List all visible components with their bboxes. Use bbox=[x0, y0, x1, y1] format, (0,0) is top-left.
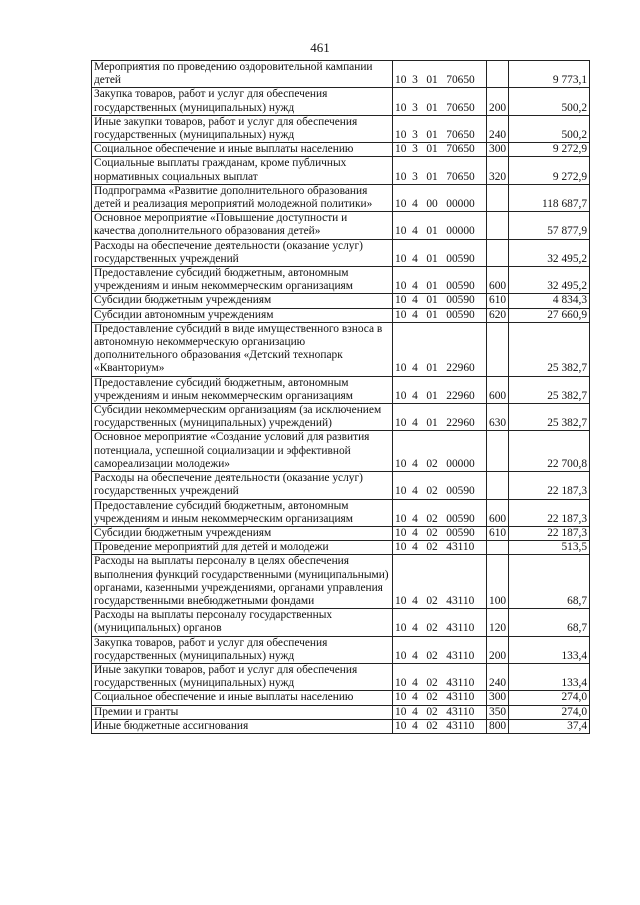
row-name-cell: Мероприятия по проведению оздоровительной кампании детей bbox=[92, 61, 393, 88]
table-row bbox=[92, 267, 590, 294]
row-name-cell: Премии и гранты bbox=[92, 705, 393, 719]
row-code-cell: 10 4 01 22960 bbox=[393, 376, 487, 403]
row-code-cell: 10 4 02 43110 bbox=[393, 691, 487, 705]
table-row bbox=[92, 294, 590, 308]
table-row bbox=[92, 719, 590, 733]
table-row bbox=[92, 541, 590, 555]
table-row bbox=[92, 61, 590, 88]
table-row bbox=[92, 322, 590, 376]
table-row bbox=[92, 526, 590, 540]
row-expense-type-cell: 600 bbox=[487, 267, 509, 294]
row-code-cell: 10 4 02 43110 bbox=[393, 555, 487, 609]
table-row bbox=[92, 376, 590, 403]
row-sum-cell: 27 660,9 bbox=[509, 308, 590, 322]
row-sum-cell: 25 382,7 bbox=[509, 404, 590, 431]
table-row bbox=[92, 404, 590, 431]
row-name-cell: Основное мероприятие «Повышение доступности и качества дополнительного образования детей» bbox=[92, 212, 393, 239]
row-code-cell: 10 4 01 22960 bbox=[393, 404, 487, 431]
table-row bbox=[92, 239, 590, 266]
row-sum-cell: 500,2 bbox=[509, 88, 590, 115]
table-row bbox=[92, 472, 590, 499]
row-expense-type-cell: 240 bbox=[487, 115, 509, 142]
table-row bbox=[92, 705, 590, 719]
row-name-cell: Закупка товаров, работ и услуг для обеспечения государственных (муниципальных) нужд bbox=[92, 88, 393, 115]
row-expense-type-cell: 120 bbox=[487, 609, 509, 636]
row-name-cell: Подпрограмма «Развитие дополнительного образования детей и реализация мероприятий молодежной политики» bbox=[92, 184, 393, 211]
table-row bbox=[92, 143, 590, 157]
table-row bbox=[92, 212, 590, 239]
table-row bbox=[92, 308, 590, 322]
row-sum-cell: 32 495,2 bbox=[509, 239, 590, 266]
row-name-cell: Закупка товаров, работ и услуг для обеспечения государственных (муниципальных) нужд bbox=[92, 636, 393, 663]
row-name-cell: Субсидии автономным учреждениям bbox=[92, 308, 393, 322]
row-code-cell: 10 4 01 22960 bbox=[393, 322, 487, 376]
row-code-cell: 10 4 02 00590 bbox=[393, 526, 487, 540]
row-sum-cell: 133,4 bbox=[509, 663, 590, 690]
row-sum-cell: 32 495,2 bbox=[509, 267, 590, 294]
row-sum-cell: 57 877,9 bbox=[509, 212, 590, 239]
row-code-cell: 10 3 01 70650 bbox=[393, 88, 487, 115]
row-code-cell: 10 4 01 00000 bbox=[393, 212, 487, 239]
table-row bbox=[92, 499, 590, 526]
page-number: 461 bbox=[310, 40, 330, 55]
row-name-cell: Иные бюджетные ассигнования bbox=[92, 719, 393, 733]
row-name-cell: Социальное обеспечение и иные выплаты населению bbox=[92, 691, 393, 705]
row-name-cell: Иные закупки товаров, работ и услуг для обеспечения государственных (муниципальных) нужд bbox=[92, 663, 393, 690]
budget-table bbox=[91, 60, 590, 734]
row-expense-type-cell: 610 bbox=[487, 526, 509, 540]
row-code-cell: 10 4 02 43110 bbox=[393, 663, 487, 690]
row-code-cell: 10 4 00 00000 bbox=[393, 184, 487, 211]
row-name-cell: Иные закупки товаров, работ и услуг для обеспечения государственных (муниципальных) нужд bbox=[92, 115, 393, 142]
row-name-cell: Расходы на выплаты персоналу в целях обеспечения выполнения функций государственными (муниципальными) органами, казенными учреждениями, органами управления государственными внебюджетными фондами bbox=[92, 555, 393, 609]
row-code-cell: 10 3 01 70650 bbox=[393, 61, 487, 88]
row-code-cell: 10 4 02 00590 bbox=[393, 472, 487, 499]
table-row bbox=[92, 88, 590, 115]
row-expense-type-cell bbox=[487, 239, 509, 266]
row-code-cell: 10 4 02 43110 bbox=[393, 636, 487, 663]
row-sum-cell: 118 687,7 bbox=[509, 184, 590, 211]
row-sum-cell: 9 272,9 bbox=[509, 143, 590, 157]
row-sum-cell: 500,2 bbox=[509, 115, 590, 142]
row-expense-type-cell: 300 bbox=[487, 691, 509, 705]
row-sum-cell: 4 834,3 bbox=[509, 294, 590, 308]
row-expense-type-cell: 610 bbox=[487, 294, 509, 308]
table-row bbox=[92, 691, 590, 705]
row-name-cell: Социальное обеспечение и иные выплаты населению bbox=[92, 143, 393, 157]
table-row bbox=[92, 663, 590, 690]
row-sum-cell: 22 187,3 bbox=[509, 499, 590, 526]
row-name-cell: Субсидии некоммерческим организациям (за исключением государственных (муниципальных) учреждений) bbox=[92, 404, 393, 431]
row-name-cell: Проведение мероприятий для детей и молодежи bbox=[92, 541, 393, 555]
row-sum-cell: 25 382,7 bbox=[509, 376, 590, 403]
row-code-cell: 10 4 01 00590 bbox=[393, 239, 487, 266]
row-name-cell: Расходы на обеспечение деятельности (оказание услуг) государственных учреждений bbox=[92, 472, 393, 499]
row-sum-cell: 9 272,9 bbox=[509, 157, 590, 184]
row-expense-type-cell bbox=[487, 431, 509, 472]
row-code-cell: 10 3 01 70650 bbox=[393, 157, 487, 184]
row-name-cell: Расходы на обеспечение деятельности (оказание услуг) государственных учреждений bbox=[92, 239, 393, 266]
row-expense-type-cell bbox=[487, 212, 509, 239]
row-expense-type-cell bbox=[487, 322, 509, 376]
row-sum-cell: 133,4 bbox=[509, 636, 590, 663]
row-expense-type-cell: 600 bbox=[487, 499, 509, 526]
row-expense-type-cell bbox=[487, 541, 509, 555]
row-name-cell: Социальные выплаты гражданам, кроме публичных нормативных социальных выплат bbox=[92, 157, 393, 184]
row-sum-cell: 68,7 bbox=[509, 555, 590, 609]
table-row bbox=[92, 609, 590, 636]
row-code-cell: 10 4 01 00590 bbox=[393, 267, 487, 294]
row-code-cell: 10 4 01 00590 bbox=[393, 294, 487, 308]
table-row bbox=[92, 157, 590, 184]
row-expense-type-cell: 620 bbox=[487, 308, 509, 322]
row-expense-type-cell: 200 bbox=[487, 636, 509, 663]
row-name-cell: Предоставление субсидий в виде имущественного взноса в автономную некоммерческую организацию дополнительного образования «Детский технопарк «Кванториум» bbox=[92, 322, 393, 376]
row-name-cell: Субсидии бюджетным учреждениям bbox=[92, 526, 393, 540]
row-sum-cell: 513,5 bbox=[509, 541, 590, 555]
row-name-cell: Предоставление субсидий бюджетным, автономным учреждениям и иным некоммерческим организациям bbox=[92, 499, 393, 526]
row-code-cell: 10 3 01 70650 bbox=[393, 115, 487, 142]
table-row bbox=[92, 636, 590, 663]
row-sum-cell: 22 700,8 bbox=[509, 431, 590, 472]
row-sum-cell: 274,0 bbox=[509, 705, 590, 719]
row-name-cell: Предоставление субсидий бюджетным, автономным учреждениям и иным некоммерческим организациям bbox=[92, 376, 393, 403]
row-code-cell: 10 4 02 43110 bbox=[393, 609, 487, 636]
table-row bbox=[92, 431, 590, 472]
row-code-cell: 10 4 02 43110 bbox=[393, 705, 487, 719]
row-code-cell: 10 4 02 00590 bbox=[393, 499, 487, 526]
row-sum-cell: 22 187,3 bbox=[509, 472, 590, 499]
row-expense-type-cell: 200 bbox=[487, 88, 509, 115]
row-code-cell: 10 4 02 43110 bbox=[393, 541, 487, 555]
row-expense-type-cell: 600 bbox=[487, 376, 509, 403]
row-expense-type-cell bbox=[487, 61, 509, 88]
row-sum-cell: 22 187,3 bbox=[509, 526, 590, 540]
row-expense-type-cell: 240 bbox=[487, 663, 509, 690]
row-code-cell: 10 4 02 43110 bbox=[393, 719, 487, 733]
row-expense-type-cell: 100 bbox=[487, 555, 509, 609]
row-sum-cell: 68,7 bbox=[509, 609, 590, 636]
row-sum-cell: 37,4 bbox=[509, 719, 590, 733]
row-sum-cell: 25 382,7 bbox=[509, 322, 590, 376]
row-code-cell: 10 4 02 00000 bbox=[393, 431, 487, 472]
row-expense-type-cell: 320 bbox=[487, 157, 509, 184]
row-expense-type-cell bbox=[487, 184, 509, 211]
row-expense-type-cell bbox=[487, 472, 509, 499]
row-sum-cell: 9 773,1 bbox=[509, 61, 590, 88]
row-code-cell: 10 3 01 70650 bbox=[393, 143, 487, 157]
row-name-cell: Основное мероприятие «Создание условий для развития потенциала, успешной социализации и эффективной самореализации молодежи» bbox=[92, 431, 393, 472]
row-expense-type-cell: 630 bbox=[487, 404, 509, 431]
row-expense-type-cell: 300 bbox=[487, 143, 509, 157]
row-name-cell: Расходы на выплаты персоналу государственных (муниципальных) органов bbox=[92, 609, 393, 636]
row-expense-type-cell: 350 bbox=[487, 705, 509, 719]
budget-table-body bbox=[92, 61, 590, 734]
table-row bbox=[92, 184, 590, 211]
row-name-cell: Субсидии бюджетным учреждениям bbox=[92, 294, 393, 308]
table-row bbox=[92, 115, 590, 142]
row-expense-type-cell: 800 bbox=[487, 719, 509, 733]
row-code-cell: 10 4 01 00590 bbox=[393, 308, 487, 322]
row-sum-cell: 274,0 bbox=[509, 691, 590, 705]
table-row bbox=[92, 555, 590, 609]
row-name-cell: Предоставление субсидий бюджетным, автономным учреждениям и иным некоммерческим организациям bbox=[92, 267, 393, 294]
